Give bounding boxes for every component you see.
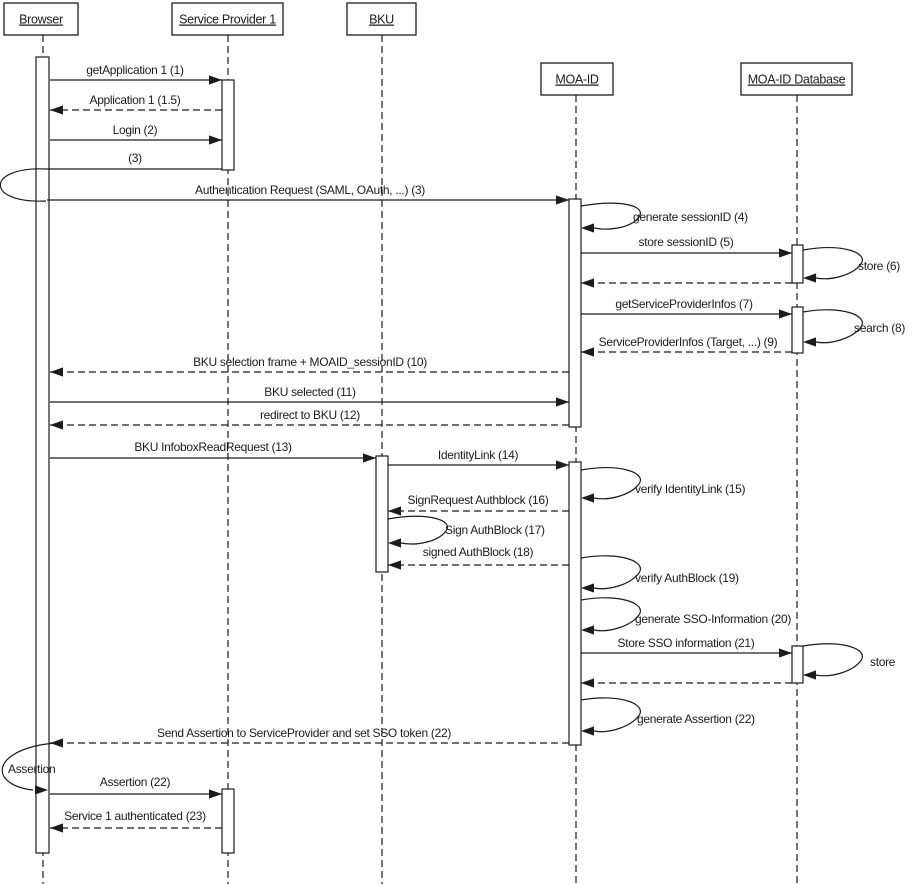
activation-bar-moa-id [569, 199, 581, 427]
msg-23-label: Service 1 authenticated (23) [64, 809, 206, 823]
self-8-arrowhead-icon [803, 337, 816, 346]
msg-2-label: Login (2) [112, 123, 158, 137]
msg-5-arrowhead-icon [779, 248, 792, 257]
self-store-arrowhead-icon [803, 670, 816, 679]
msg-3b-label: Authentication Request (SAML, OAuth, ...) (3) [195, 183, 425, 197]
ret-6-arrowhead-icon [581, 278, 594, 287]
self-19-arrowhead-icon [581, 583, 594, 592]
msg-14-arrowhead-icon [556, 460, 569, 469]
msg-22b-arrowhead-icon [209, 789, 222, 798]
activation-bar-moa-id-database [792, 307, 803, 353]
activation-bar-moa-id-database [792, 646, 803, 683]
actor-label-moa-id: MOA-ID [555, 72, 599, 87]
self-22-label: generate Assertion (22) [637, 712, 755, 726]
msg-14-label: IdentityLink (14) [437, 448, 519, 462]
msg-23-arrowhead-icon [50, 823, 63, 832]
self-20-label: generate SSO-Information (20) [635, 612, 792, 626]
self-15-arrowhead-icon [581, 493, 594, 502]
self-store-label: store [870, 655, 896, 669]
msg-9-arrowhead-icon [581, 347, 594, 356]
msg-7-arrowhead-icon [779, 309, 792, 318]
actor-label-bku: BKU [369, 12, 394, 27]
self-17-label: Sign AuthBlock (17) [445, 523, 545, 537]
activation-bar-browser [36, 57, 49, 853]
msg-1-label: getApplication 1 (1) [86, 63, 184, 77]
msg-11-label: BKU selected (11) [264, 385, 356, 399]
self-15-loop [581, 468, 640, 499]
msg-1-5-arrowhead-icon [50, 105, 63, 114]
msg-18-arrowhead-icon [388, 560, 401, 569]
self-22-loop [581, 698, 640, 732]
msg-12-arrowhead-icon [50, 420, 63, 429]
activation-bar-service-provider-1 [222, 789, 234, 853]
self-6-label: store (6) [858, 259, 900, 273]
msg-1-5-label: Application 1 (1.5) [89, 93, 181, 107]
msg-11-arrowhead-icon [556, 397, 569, 406]
self-17-arrowhead-icon [388, 538, 401, 547]
msg-10-arrowhead-icon [50, 367, 63, 376]
assertion-route-arc-label: Assertion [8, 762, 56, 776]
msg-22a-label: Send Assertion to ServiceProvider and set SSO token (22) [156, 726, 452, 740]
msg-10-label: BKU selection frame + MOAID_sessionID (10) [193, 355, 427, 369]
self-15-label: verify IdentityLink (15) [635, 482, 746, 496]
msg-13-label: BKU InfoboxReadRequest (13) [134, 440, 292, 454]
self-store-loop [803, 644, 862, 676]
msg-21-arrowhead-icon [779, 648, 792, 657]
actor-label-browser: Browser [19, 12, 63, 27]
ret-21-arrowhead-icon [581, 678, 594, 687]
activation-bar-moa-id-database [792, 245, 803, 283]
msg-2-arrowhead-icon [209, 135, 222, 144]
self-17-loop [388, 516, 447, 544]
self-8-label: search (8) [854, 321, 906, 335]
activation-bar-bku [376, 456, 388, 572]
msg-9-label: ServiceProviderInfos (Target, ...) (9) [598, 335, 778, 349]
msg-12-label: redirect to BKU (12) [259, 408, 361, 422]
msg-13-arrowhead-icon [363, 453, 376, 462]
activation-bar-service-provider-1 [222, 80, 234, 170]
msg-7-label: getServiceProviderInfos (7) [615, 297, 753, 311]
msg-21-label: Store SSO information (21) [617, 636, 755, 650]
self-6-arrowhead-icon [803, 273, 816, 282]
msg-22b-label: Assertion (22) [99, 775, 171, 789]
self-6-loop [803, 248, 862, 279]
self-20-arrowhead-icon [581, 625, 594, 634]
actor-label-moa-id-database: MOA-ID Database [747, 72, 846, 87]
self-4-arrowhead-icon [581, 223, 594, 232]
msg-3a-label: (3) [128, 151, 142, 165]
self-19-label: verify AuthBlock (19) [635, 571, 739, 585]
msg-22a-arrowhead-icon [50, 738, 63, 747]
msg-1-arrowhead-icon [209, 75, 222, 84]
actor-label-service-provider-1: Service Provider 1 [179, 12, 276, 27]
self-20-loop [581, 598, 640, 631]
activation-bar-moa-id [569, 462, 581, 745]
msg-3b-arrowhead-icon [556, 195, 569, 204]
self-22-arrowhead-icon [581, 726, 594, 735]
msg-5-label: store sessionID (5) [638, 235, 734, 249]
self-19-loop [581, 556, 640, 589]
msg-18-label: signed AuthBlock (18) [422, 545, 534, 559]
msg-16-arrowhead-icon [388, 506, 401, 515]
msg-16-label: SignRequest Authblock (16) [407, 493, 549, 507]
self-4-label: generate sessionID (4) [633, 210, 748, 224]
